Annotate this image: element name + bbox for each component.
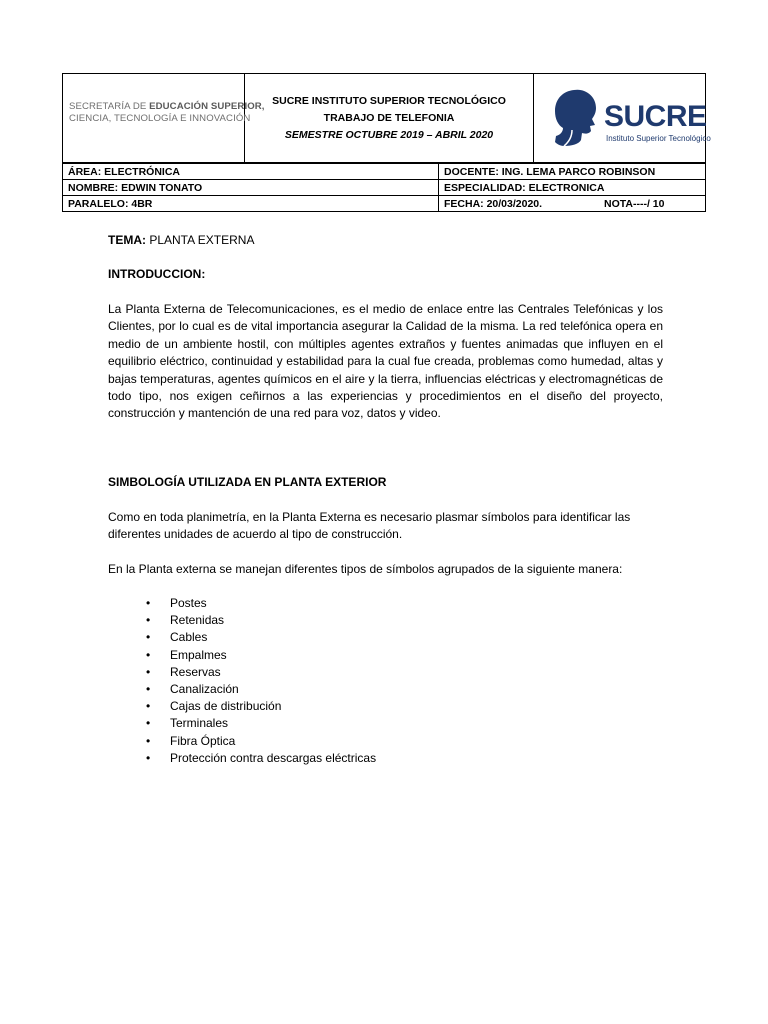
nota-text: NOTA----/ 10 bbox=[604, 197, 665, 210]
info-row bbox=[63, 180, 706, 196]
ministry-line1-bold: EDUCACIÓN SUPERIOR, bbox=[149, 101, 265, 112]
list-item: • Cajas de distribución bbox=[108, 698, 376, 715]
types-intro: En la Planta externa se manejan diferentes tipos de símbolos agrupados de la siguiente manera: bbox=[108, 562, 623, 576]
ministry-line2: CIENCIA, TECNOLOGÍA E INNOVACIÓN bbox=[69, 113, 251, 124]
ministry-logo-cell bbox=[63, 74, 265, 162]
list-item: • Protección contra descargas eléctricas bbox=[108, 750, 376, 767]
list-item: • Reservas bbox=[108, 664, 376, 681]
especialidad-cell: ESPECIALIDAD: ELECTRONICA bbox=[439, 180, 706, 196]
header-title-cell bbox=[245, 74, 534, 162]
list-item: • Terminales bbox=[108, 715, 376, 732]
sucre-logo-subtitle: Instituto Superior Tecnológico bbox=[606, 134, 711, 143]
sucre-logo-cell bbox=[534, 74, 711, 162]
docente-cell: DOCENTE: ING. LEMA PARCO ROBINSON bbox=[439, 164, 706, 180]
work-title: TRABAJO DE TELEFONIA bbox=[323, 111, 455, 124]
fecha-text: FECHA: 20/03/2020. bbox=[444, 197, 543, 210]
tema-value: PLANTA EXTERNA bbox=[146, 233, 255, 247]
list-item: • Cables bbox=[108, 629, 376, 646]
ministry-line1-light: SECRETARÍA DE bbox=[69, 101, 147, 112]
semester-title: SEMESTRE OCTUBRE 2019 – ABRIL 2020 bbox=[284, 128, 494, 141]
info-row bbox=[63, 164, 706, 180]
list-item: • Postes bbox=[108, 595, 376, 612]
tema-line bbox=[108, 232, 663, 249]
list-item: • Empalmes bbox=[108, 647, 376, 664]
fecha-nota-cell bbox=[439, 196, 706, 212]
header-table bbox=[62, 73, 711, 163]
intro-heading: INTRODUCCION: bbox=[108, 267, 206, 281]
list-item: • Retenidas bbox=[108, 612, 376, 629]
simbologia-heading: SIMBOLOGÍA UTILIZADA EN PLANTA EXTERIOR bbox=[108, 475, 387, 489]
institute-title: SUCRE INSTITUTO SUPERIOR TECNOLÓGICO bbox=[272, 94, 506, 107]
sucre-logo bbox=[552, 86, 722, 152]
area-cell: ÁREA: ELECTRÓNICA bbox=[63, 164, 439, 180]
nombre-cell: NOMBRE: EDWIN TONATO bbox=[63, 180, 439, 196]
simbologia-paragraph: Como en toda planimetría, en la Planta Externa es necesario plasmar símbolos para identificar las diferentes unidades de acuerdo al tipo de construcción. bbox=[108, 510, 631, 542]
ministry-logo bbox=[69, 101, 265, 125]
list-item: • Canalización bbox=[108, 681, 376, 698]
list-item: • Fibra Óptica bbox=[108, 733, 376, 750]
info-table bbox=[62, 163, 706, 212]
paralelo-cell: PARALELO: 4BR bbox=[63, 196, 439, 212]
sucre-logo-text: SUCRE bbox=[604, 100, 707, 133]
intro-paragraph: La Planta Externa de Telecomunicaciones, es el medio de enlace entre las Centrales Telefónicas y los Clientes, por lo cual es de vital importancia asegurar la Calidad de la misma. La red telefónica opera en medio de un ambiente hostil, con múltiples agentes extraños y fuentes animadas que influyen en el equilibrio eléctrico, continuidad y estabilidad para la cual fue creada, problemas como humedad, altas y bajas temperaturas, agentes químicos en el aire y la tierra, influencias eléctricas y electromagnéticas de todo tipo, nos exigen ceñirnos a las experiencias y procedimientos en el diseño del proyecto, construcción y mantención de una red para voz, datos y video. bbox=[108, 302, 663, 421]
tema-label: TEMA: bbox=[108, 233, 146, 247]
symbol-types-list bbox=[108, 595, 376, 767]
info-row bbox=[63, 196, 706, 212]
sucre-head-icon bbox=[552, 86, 602, 148]
